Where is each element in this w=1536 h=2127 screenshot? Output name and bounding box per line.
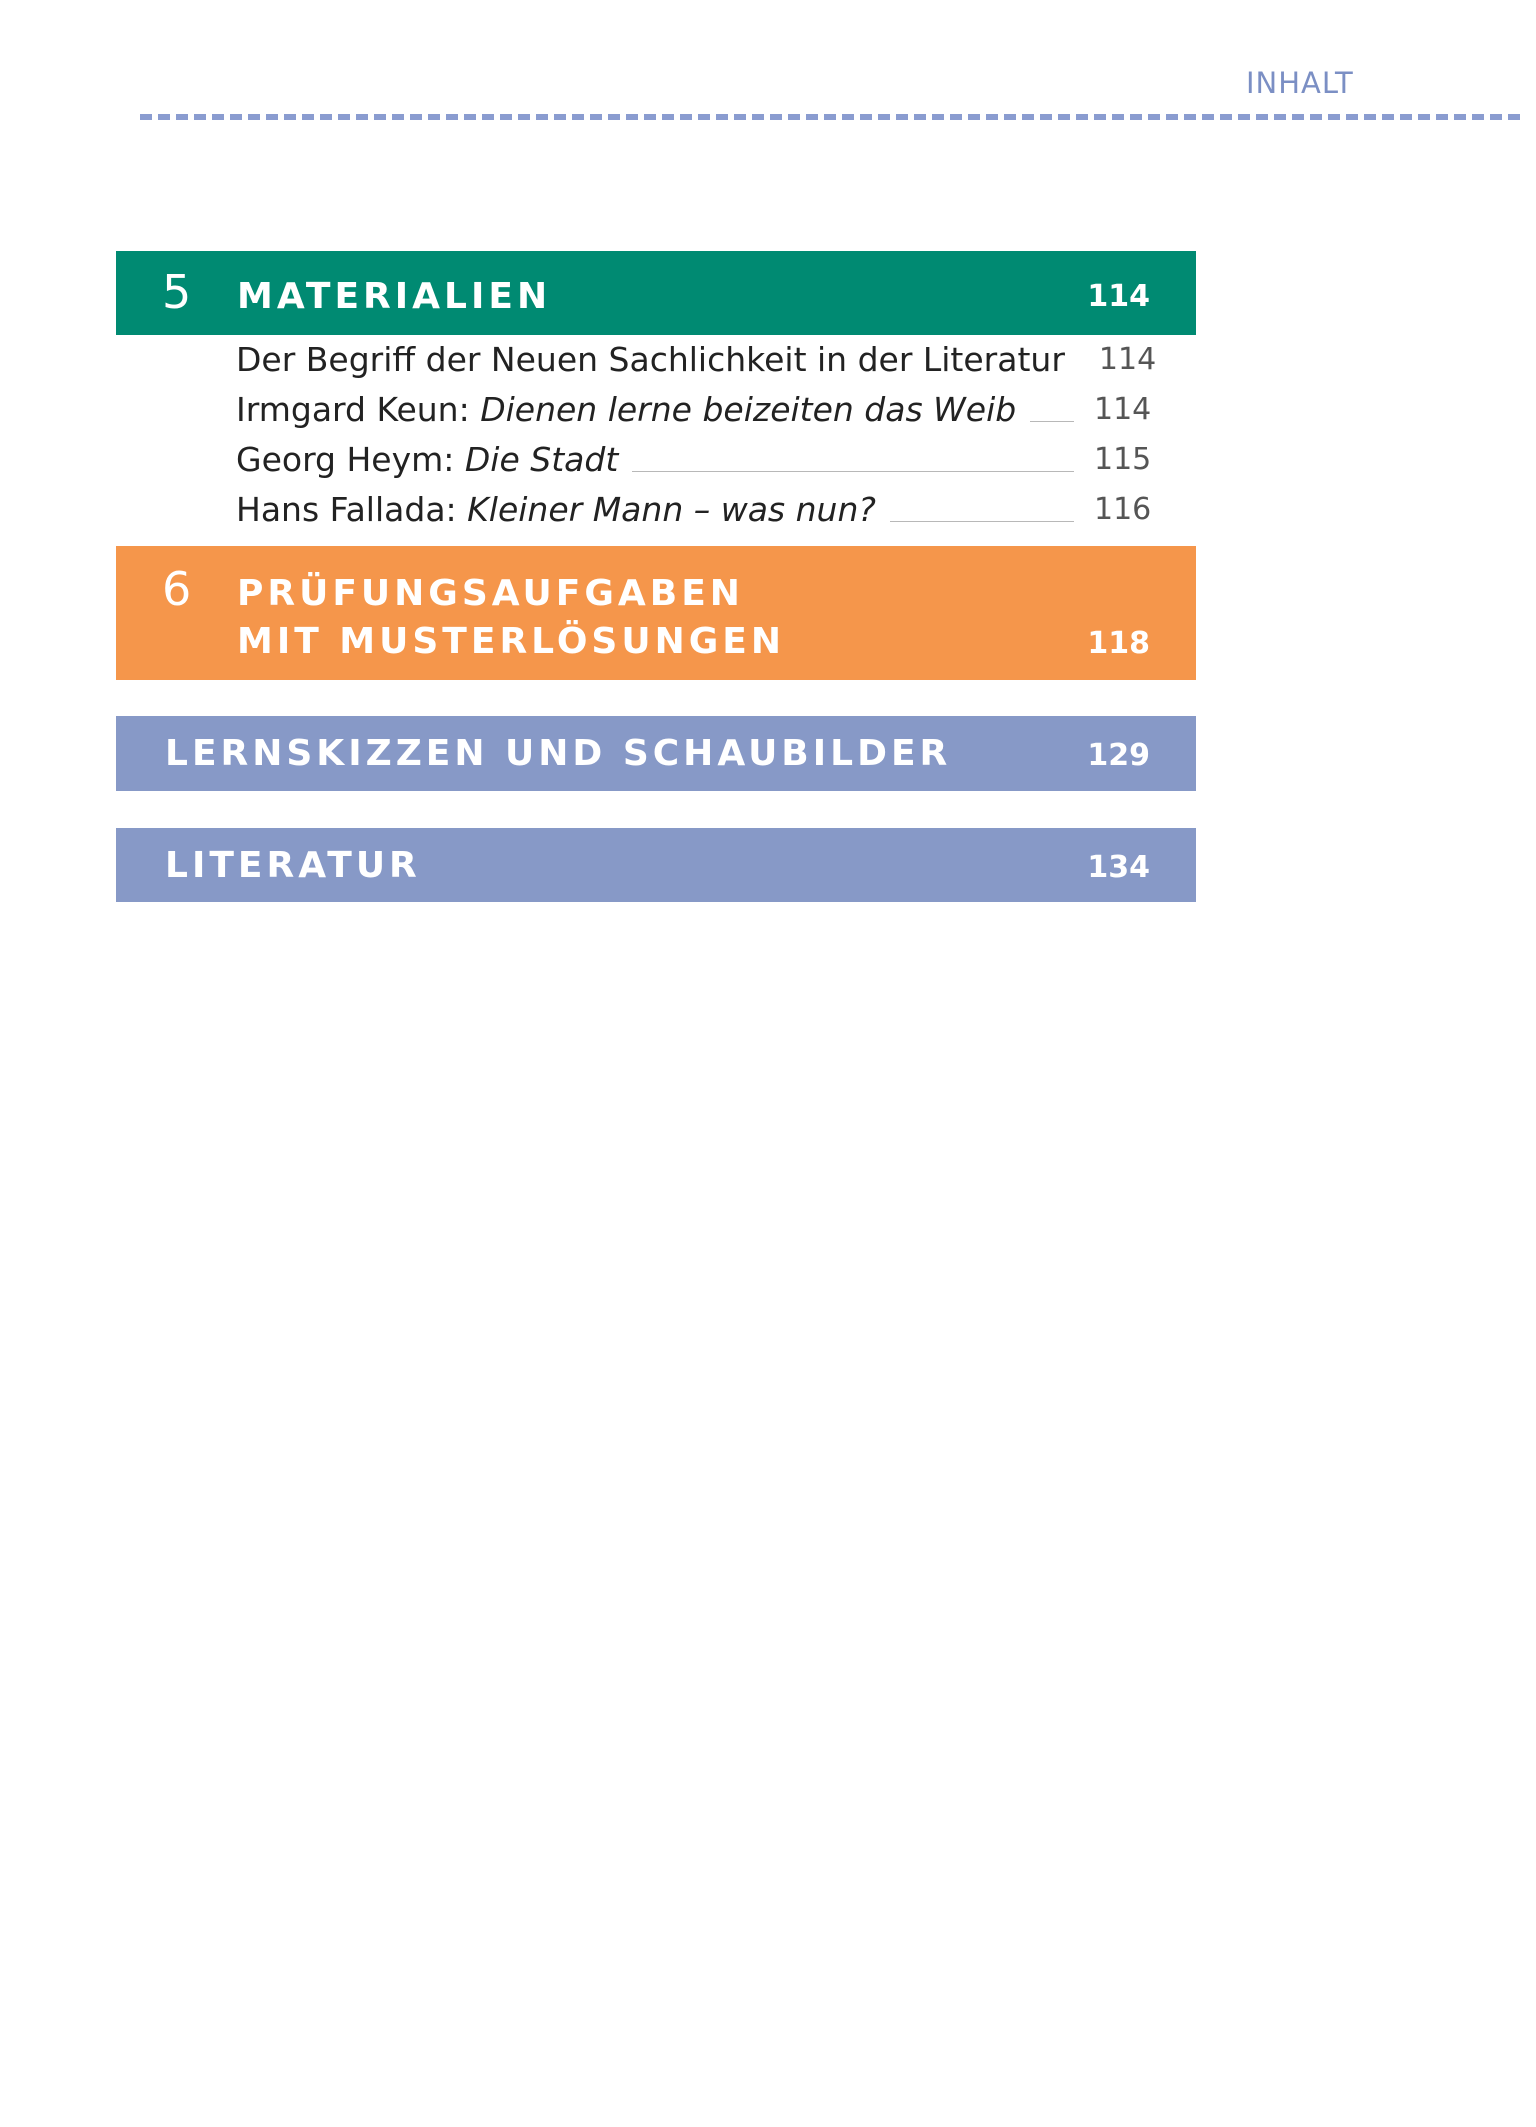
dot-leader — [632, 471, 1074, 472]
dot-leader — [890, 521, 1074, 522]
chapter-title: MATERIALIEN — [237, 276, 552, 317]
chapter-number: 5 — [162, 265, 192, 319]
chapter-page-number: 118 — [1087, 626, 1150, 661]
chapter-title-line-1: PRÜFUNGSAUFGABEN — [237, 573, 744, 614]
section-title: LERNSKIZZEN UND SCHAUBILDER — [165, 733, 952, 774]
toc-entry[interactable] — [236, 384, 1150, 434]
toc-entry[interactable] — [236, 334, 1157, 384]
running-head: INHALT — [1246, 66, 1354, 100]
toc-chapter-6-heading[interactable] — [116, 546, 1196, 680]
chapter-title — [237, 570, 785, 666]
toc-literatur-heading[interactable] — [116, 828, 1196, 902]
toc-chapter-5-heading[interactable] — [116, 251, 1196, 335]
entry-page-number: 114 — [1094, 391, 1152, 427]
chapter-number: 6 — [162, 562, 192, 616]
entry-label: Hans Fallada: Kleiner Mann – was nun? — [236, 489, 876, 529]
entry-page-number: 116 — [1094, 491, 1152, 527]
toc-lernskizzen-heading[interactable] — [116, 716, 1196, 791]
section-title: LITERATUR — [165, 845, 421, 886]
chapter-page-number: 114 — [1087, 279, 1150, 314]
section-page-number: 129 — [1087, 738, 1150, 773]
entry-page-number: 115 — [1094, 441, 1152, 477]
entry-page-number: 114 — [1098, 341, 1157, 377]
entry-label: Irmgard Keun: Dienen lerne beizeiten das Weib — [236, 389, 1017, 429]
toc-entry[interactable] — [236, 434, 1150, 484]
chapter-title-line-2: MIT MUSTERLÖSUNGEN — [237, 621, 785, 662]
entry-label: Der Begriff der Neuen Sachlichkeit in der Literatur — [236, 339, 1065, 379]
toc-chapter-5-entries — [236, 334, 1157, 534]
entry-label: Georg Heym: Die Stadt — [236, 439, 619, 479]
header-dashed-rule — [140, 114, 1520, 120]
section-page-number: 134 — [1087, 850, 1150, 885]
toc-entry[interactable] — [236, 484, 1150, 534]
dot-leader — [1030, 421, 1074, 422]
